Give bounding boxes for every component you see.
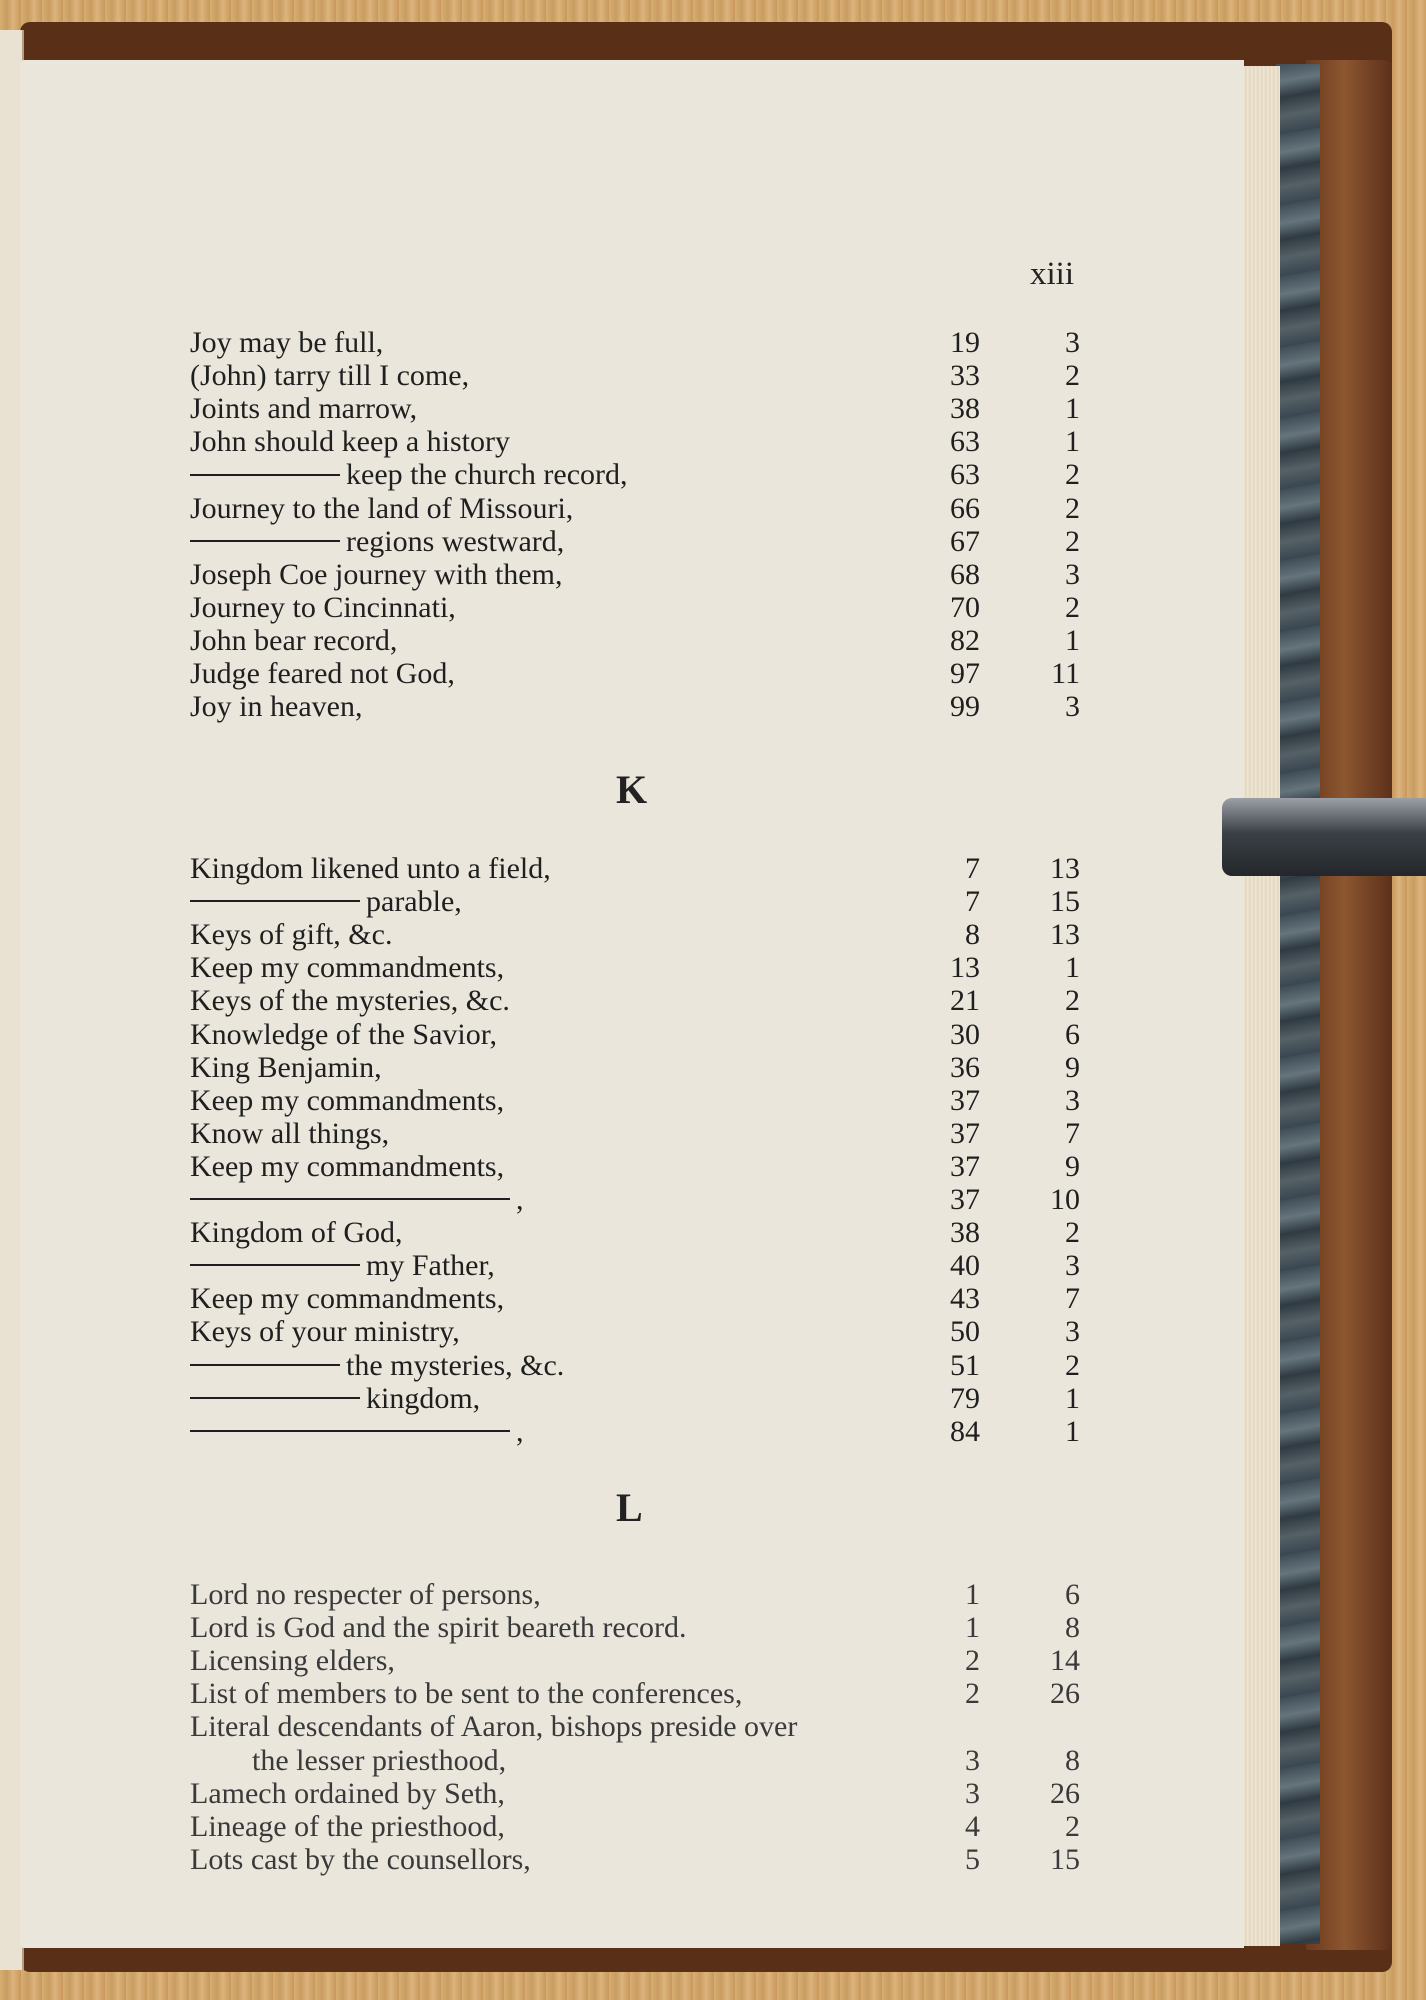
index-row <box>20 984 1120 1018</box>
entry-page: 36 <box>950 1050 980 1084</box>
entry-text <box>190 1578 541 1612</box>
index-row <box>20 558 1120 592</box>
index-row <box>20 1744 1120 1778</box>
entry-label: Kingdom of God, <box>190 1216 403 1250</box>
entry-section: 2 <box>1065 590 1080 624</box>
entry-text <box>190 1777 505 1811</box>
entry-section: 1 <box>1065 392 1080 426</box>
index-row <box>20 425 1120 459</box>
entry-section: 8 <box>1065 1611 1080 1645</box>
entry-section: 1 <box>1065 623 1080 657</box>
index-row <box>20 1315 1120 1349</box>
index-row <box>20 1051 1120 1085</box>
entry-section: 2 <box>1065 1348 1080 1382</box>
entry-page: 82 <box>950 623 980 657</box>
index-row <box>20 1183 1120 1217</box>
entry-text <box>190 852 551 886</box>
entry-label: Keep my commandments, <box>190 1083 505 1117</box>
entry-label: my Father, <box>366 1249 495 1283</box>
entry-section: 6 <box>1065 1578 1080 1611</box>
entry-label: the mysteries, &c. <box>346 1348 565 1382</box>
entry-label: keep the church record, <box>346 458 628 492</box>
entry-section: 3 <box>1065 1315 1080 1349</box>
entry-page: 5 <box>965 1842 980 1876</box>
entry-section: 15 <box>1050 885 1080 919</box>
index-row <box>20 1843 1120 1877</box>
entry-page: 37 <box>950 1183 980 1216</box>
entry-page: 63 <box>950 458 980 492</box>
entry-page: 37 <box>950 1149 980 1183</box>
entry-section: 1 <box>1065 425 1080 459</box>
index-row <box>20 951 1120 985</box>
index-row <box>20 1150 1120 1184</box>
entry-label: Keep my commandments, <box>190 1282 505 1316</box>
entry-text <box>190 1349 564 1383</box>
entry-page: 3 <box>965 1743 980 1777</box>
index-row <box>20 852 1120 886</box>
entry-text <box>190 525 564 559</box>
entry-label: Lord is God and the spirit beareth record. <box>190 1611 687 1645</box>
entry-text <box>190 591 456 625</box>
index-row <box>20 1349 1120 1383</box>
entry-label: Keys of gift, &c. <box>190 918 393 952</box>
entry-page: 79 <box>950 1381 980 1415</box>
entry-label: Journey to Cincinnati, <box>190 590 456 624</box>
entry-page: 4 <box>965 1809 980 1843</box>
entry-text <box>190 1315 460 1349</box>
index-row <box>20 624 1120 658</box>
entry-label: regions westward, <box>346 524 565 558</box>
entry-page: 50 <box>950 1315 980 1349</box>
entry-text <box>190 1810 505 1844</box>
entry-text <box>190 1216 403 1250</box>
entry-text <box>190 1150 504 1184</box>
entry-label: (John) tarry till I come, <box>190 359 470 393</box>
entry-section: 13 <box>1050 918 1080 952</box>
entry-label: Joseph Coe journey with them, <box>190 557 563 591</box>
index-row <box>20 1777 1120 1811</box>
ditto-rule <box>190 900 360 902</box>
entry-text <box>190 951 504 985</box>
entry-page: 30 <box>950 1017 980 1051</box>
entry-text <box>190 1051 382 1085</box>
entry-section: 3 <box>1065 690 1080 724</box>
entry-page: 7 <box>965 852 980 885</box>
entry-text <box>190 1084 504 1118</box>
entry-label: Joy in heaven, <box>190 690 363 724</box>
entry-label: John bear record, <box>190 623 398 657</box>
entry-page: 68 <box>950 557 980 591</box>
page-number: xiii <box>1030 256 1075 292</box>
entry-section: 3 <box>1065 1083 1080 1117</box>
entry-text <box>190 1018 497 1052</box>
entry-section: 3 <box>1065 326 1080 359</box>
entry-label: Keep my commandments, <box>190 951 505 985</box>
entry-page: 7 <box>965 885 980 919</box>
entry-section: 8 <box>1065 1743 1080 1777</box>
entry-page: 84 <box>950 1414 980 1448</box>
entry-page: 1 <box>965 1578 980 1611</box>
entry-label: , <box>516 1183 524 1216</box>
entry-text <box>190 458 628 492</box>
index-row <box>20 458 1120 492</box>
entry-text <box>190 624 397 658</box>
entry-text <box>190 1611 687 1645</box>
entry-text <box>190 1249 495 1283</box>
entry-section: 2 <box>1065 359 1080 393</box>
ditto-rule <box>190 474 340 476</box>
entry-text <box>190 1282 504 1316</box>
entry-page: 2 <box>965 1677 980 1711</box>
entry-text <box>190 1644 395 1678</box>
entry-label: kingdom, <box>366 1381 481 1415</box>
entry-section: 2 <box>1065 984 1080 1018</box>
entry-text <box>190 1183 524 1217</box>
entry-label: List of members to be sent to the conferences, <box>190 1677 743 1711</box>
entry-section: 3 <box>1065 557 1080 591</box>
index-row <box>20 1084 1120 1118</box>
entry-section: 9 <box>1065 1149 1080 1183</box>
index-row <box>20 525 1120 559</box>
index-row <box>20 1216 1120 1250</box>
entry-label: Lamech ordained by Seth, <box>190 1776 505 1810</box>
entry-label: Know all things, <box>190 1116 390 1150</box>
index-row <box>20 1415 1120 1449</box>
entry-page: 66 <box>950 491 980 525</box>
entry-label: Literal descendants of Aaron, bishops preside over <box>190 1710 798 1744</box>
entry-label: Kingdom likened unto a field, <box>190 852 551 885</box>
entry-text <box>190 1843 531 1877</box>
index-row <box>20 918 1120 952</box>
entry-label: Journey to the land of Missouri, <box>190 491 574 525</box>
entry-section: 7 <box>1065 1116 1080 1150</box>
entry-text <box>190 392 417 426</box>
index-row <box>20 1644 1120 1678</box>
entry-text <box>190 359 469 393</box>
entry-text <box>190 984 510 1018</box>
entry-label: the lesser priesthood, <box>252 1743 507 1777</box>
ditto-rule <box>190 1430 510 1432</box>
entry-page: 37 <box>950 1116 980 1150</box>
index-row <box>20 1117 1120 1151</box>
entry-page: 37 <box>950 1083 980 1117</box>
entry-section: 2 <box>1065 491 1080 525</box>
index-row <box>20 359 1120 393</box>
entry-label: Keys of the mysteries, &c. <box>190 984 510 1018</box>
entry-page: 67 <box>950 524 980 558</box>
entry-section: 2 <box>1065 524 1080 558</box>
entry-text <box>190 657 455 691</box>
index-row <box>20 492 1120 526</box>
ditto-rule <box>190 1264 360 1266</box>
entry-text <box>190 425 510 459</box>
entry-page: 33 <box>950 359 980 393</box>
index-row <box>20 1810 1120 1844</box>
entry-page: 3 <box>965 1776 980 1810</box>
entry-text <box>190 1677 742 1711</box>
entry-section: 1 <box>1065 1381 1080 1415</box>
entry-label: John should keep a history <box>190 425 510 459</box>
index-row <box>20 1382 1120 1416</box>
entry-text <box>190 1415 524 1449</box>
entry-label: Keys of your ministry, <box>190 1315 460 1349</box>
entry-section: 15 <box>1050 1842 1080 1876</box>
index-row <box>20 1677 1120 1711</box>
entry-section: 2 <box>1065 458 1080 492</box>
section-letter-k: K <box>616 767 648 812</box>
index-row <box>20 1710 1120 1744</box>
entry-label: parable, <box>366 885 462 919</box>
entry-label: , <box>516 1414 524 1448</box>
entry-page: 13 <box>950 951 980 985</box>
entry-section: 26 <box>1050 1776 1080 1810</box>
entry-text <box>190 690 362 724</box>
ditto-rule <box>190 1198 510 1200</box>
index-row <box>20 1018 1120 1052</box>
index-row <box>20 657 1120 691</box>
index-row <box>20 392 1120 426</box>
entry-label: King Benjamin, <box>190 1050 382 1084</box>
entry-page: 99 <box>950 690 980 724</box>
index-row <box>20 1611 1120 1645</box>
index-row <box>20 1249 1120 1283</box>
entry-label: Licensing elders, <box>190 1644 395 1678</box>
entry-page: 1 <box>965 1611 980 1645</box>
marbled-endpaper <box>1276 64 1320 1944</box>
entry-page: 38 <box>950 392 980 426</box>
entry-text <box>190 558 562 592</box>
entry-page: 2 <box>965 1644 980 1678</box>
entry-page: 70 <box>950 590 980 624</box>
index-row <box>20 1282 1120 1316</box>
index-row <box>20 1578 1120 1612</box>
entry-label: Joy may be full, <box>190 326 384 359</box>
entry-page: 8 <box>965 918 980 952</box>
ditto-rule <box>190 1364 340 1366</box>
entry-section: 2 <box>1065 1216 1080 1250</box>
index-row <box>20 591 1120 625</box>
entry-section: 13 <box>1050 852 1080 885</box>
entry-text <box>252 1744 506 1778</box>
entry-text <box>190 1117 389 1151</box>
entry-page: 43 <box>950 1282 980 1316</box>
entry-label: Joints and marrow, <box>190 392 418 426</box>
entry-section: 11 <box>1051 657 1080 690</box>
entry-section: 6 <box>1065 1017 1080 1051</box>
index-row <box>20 690 1120 724</box>
metal-page-clip <box>1222 798 1426 876</box>
section-letter-l: L <box>616 1485 643 1530</box>
entry-text <box>190 885 462 919</box>
entry-text <box>190 492 573 526</box>
entry-section: 7 <box>1065 1282 1080 1316</box>
entry-page: 19 <box>950 326 980 359</box>
entry-page: 97 <box>950 657 980 690</box>
entry-section: 3 <box>1065 1249 1080 1283</box>
entry-label: Lineage of the priesthood, <box>190 1809 505 1843</box>
entry-section: 10 <box>1050 1183 1080 1216</box>
ditto-rule <box>190 1397 360 1399</box>
entry-page: 51 <box>950 1348 980 1382</box>
entry-section: 14 <box>1050 1644 1080 1678</box>
book-page <box>20 60 1244 1948</box>
entry-text <box>190 326 383 360</box>
entry-label: Lots cast by the counsellors, <box>190 1842 531 1876</box>
entry-page: 38 <box>950 1216 980 1250</box>
ditto-rule <box>190 540 340 542</box>
entry-section: 2 <box>1065 1809 1080 1843</box>
entry-text <box>190 1710 797 1744</box>
entry-page: 40 <box>950 1249 980 1283</box>
index-row <box>20 885 1120 919</box>
entry-section: 1 <box>1065 1414 1080 1448</box>
entry-section: 9 <box>1065 1050 1080 1084</box>
entry-label: Keep my commandments, <box>190 1149 505 1183</box>
entry-text <box>190 1382 480 1416</box>
entry-page: 63 <box>950 425 980 459</box>
entry-label: Lord no respecter of persons, <box>190 1578 541 1611</box>
entry-page: 21 <box>950 984 980 1018</box>
entry-label: Judge feared not God, <box>190 657 455 690</box>
entry-text <box>190 918 392 952</box>
index-row <box>20 326 1120 360</box>
entry-section: 1 <box>1065 951 1080 985</box>
entry-section: 26 <box>1050 1677 1080 1711</box>
entry-label: Knowledge of the Savior, <box>190 1017 498 1051</box>
